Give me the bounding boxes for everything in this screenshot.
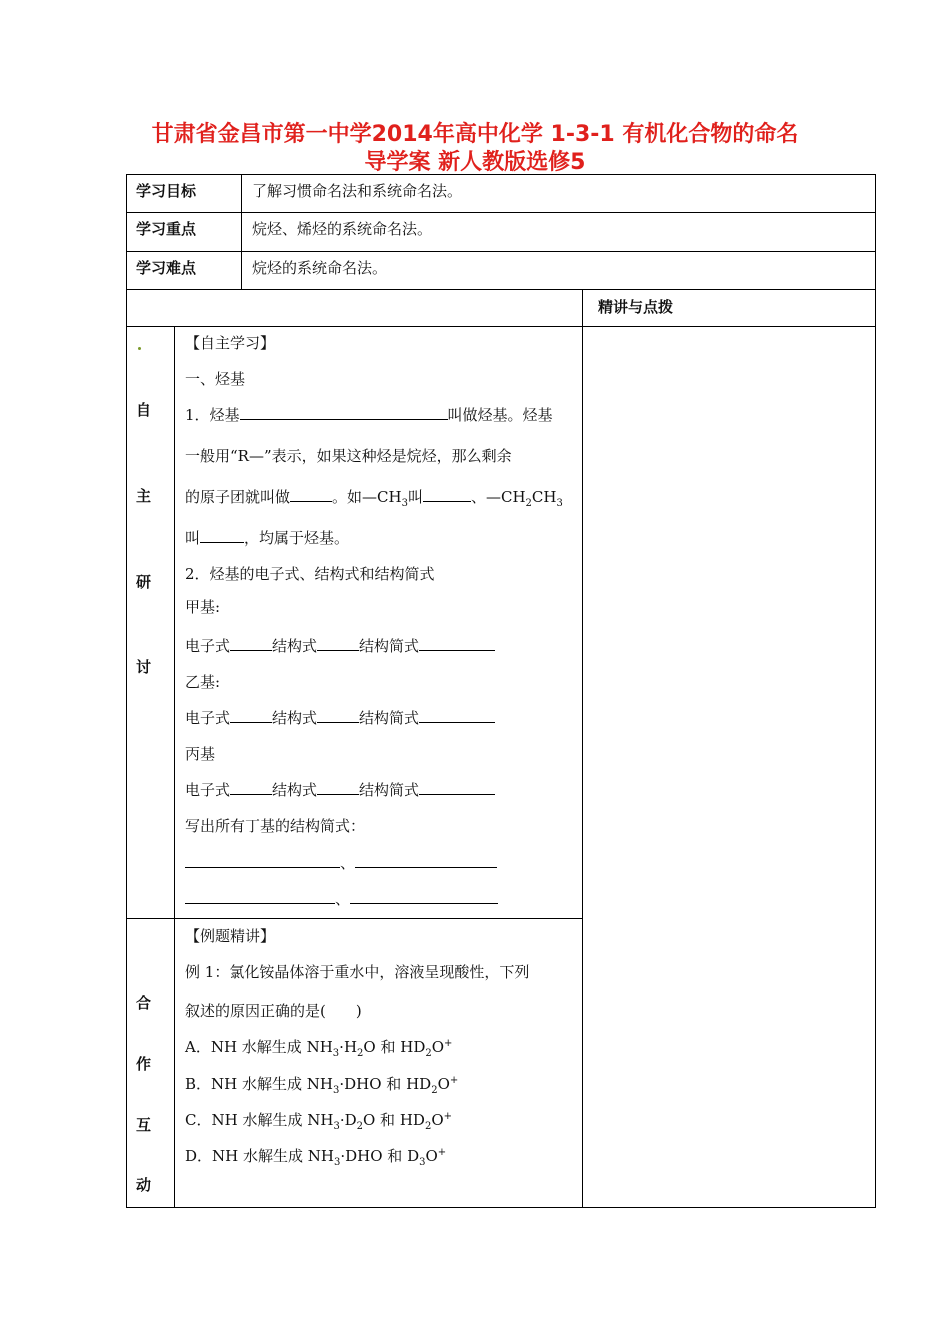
option-a[interactable]: A．NH 水解生成 $NH_3\cdot H_2O$ 和 $HD_2O^+$ — [185, 1038, 453, 1059]
side-char: 自 — [136, 401, 152, 419]
butyl-prompt: 写出所有丁基的结构简式： — [185, 817, 366, 835]
row-divider — [126, 212, 876, 213]
fill-blank[interactable] — [290, 487, 332, 502]
side-col-divider — [174, 326, 175, 1208]
value-learning-goal: 了解习惯命名法和系统命名法。 — [252, 182, 463, 200]
side-char: 作 — [136, 1055, 152, 1073]
fill-blank[interactable] — [419, 780, 495, 795]
fill-blank[interactable] — [419, 708, 495, 723]
question-line: 例 1：氯化铵晶体溶于重水中，溶液呈现酸性，下列 — [185, 963, 530, 981]
methyl-row: 电子式 结构式 结构简式 — [185, 635, 495, 656]
fill-blank[interactable] — [200, 528, 244, 543]
paragraph-line: 叫 ，均属于烃基。 — [185, 529, 350, 547]
option-c[interactable]: C．NH 水解生成 $NH_3\cdot D_2O$ 和 $HD_2O^+$ — [185, 1111, 453, 1132]
row-divider — [126, 289, 876, 290]
subheading-hydrocarbyl: 一、烃基 — [185, 370, 246, 388]
ethyl-label: 乙基: — [185, 673, 221, 691]
section-heading: 【例题精讲】 — [185, 927, 276, 945]
fill-blank[interactable] — [355, 853, 497, 868]
fill-blank[interactable] — [230, 708, 272, 723]
fill-blank[interactable] — [230, 780, 272, 795]
label-learning-goal: 学习目标 — [136, 182, 197, 200]
paragraph-line: 一般用“R—”表示，如果这种烃是烷烃，那么剩余 — [185, 447, 512, 465]
side-char: 讨 — [136, 658, 152, 676]
ethyl-row: 电子式 结构式 结构简式 — [185, 707, 495, 728]
info-col-divider — [241, 174, 242, 290]
side-char: 研 — [136, 573, 152, 591]
option-b[interactable]: B．NH 水解生成 $NH_3\cdot DHO$ 和 $HD_2O^+$ — [185, 1075, 459, 1096]
option-d[interactable]: D．NH 水解生成 $NH_3\cdot DHO$ 和 $D_3O^+$ — [185, 1147, 447, 1168]
document-title-line1: 甘肃省金昌市第一中学2014年高中化学 1-3-1 有机化合物的命名 — [151, 122, 799, 147]
notes-col-divider — [582, 326, 583, 1208]
label-difficulty: 学习难点 — [136, 259, 197, 277]
row-divider — [126, 251, 876, 252]
subheading-structures: 2．烃基的电子式、结构式和结构简式 — [185, 565, 435, 583]
document-title-line2: 导学案 新人教版选修5 — [364, 150, 586, 175]
section-heading: 【自主学习】 — [185, 334, 276, 352]
fill-blank[interactable] — [350, 889, 498, 904]
notes-header: 精讲与点拨 — [598, 298, 674, 316]
section-divider — [126, 918, 582, 919]
fill-blank[interactable] — [185, 853, 340, 868]
value-difficulty: 烷烃的系统命名法。 — [252, 259, 388, 277]
side-char: 互 — [136, 1116, 152, 1134]
paragraph-line: 的原子团就叫做 。如$—CH_3$叫 、$—CH_2CH_3$ — [185, 488, 563, 509]
value-key-point: 烷烃、烯烃的系统命名法。 — [252, 220, 433, 238]
fill-blank[interactable] — [185, 889, 335, 904]
fill-blank[interactable] — [419, 636, 495, 651]
fill-blank[interactable] — [230, 636, 272, 651]
notes-col-divider — [582, 289, 583, 327]
fill-blank[interactable] — [240, 405, 448, 420]
side-char: 合 — [136, 994, 152, 1012]
side-char: 主 — [136, 487, 152, 505]
methyl-label: 甲基: — [185, 598, 221, 616]
propyl-label: 丙基 — [185, 745, 216, 763]
butyl-row: 、 — [185, 888, 498, 909]
propyl-row: 电子式 结构式 结构简式 — [185, 779, 495, 800]
question-line: 叙述的原因正确的是( ) — [185, 1002, 362, 1020]
fill-blank[interactable] — [423, 487, 471, 502]
side-char: 动 — [136, 1176, 152, 1194]
fill-blank[interactable] — [317, 708, 359, 723]
paragraph-line: 1．烃基 叫做烃基。烃基 — [185, 406, 553, 424]
fill-blank[interactable] — [317, 780, 359, 795]
mark-dot — [138, 347, 141, 350]
butyl-row: 、 — [185, 852, 497, 873]
fill-blank[interactable] — [317, 636, 359, 651]
label-key-point: 学习重点 — [136, 220, 197, 238]
